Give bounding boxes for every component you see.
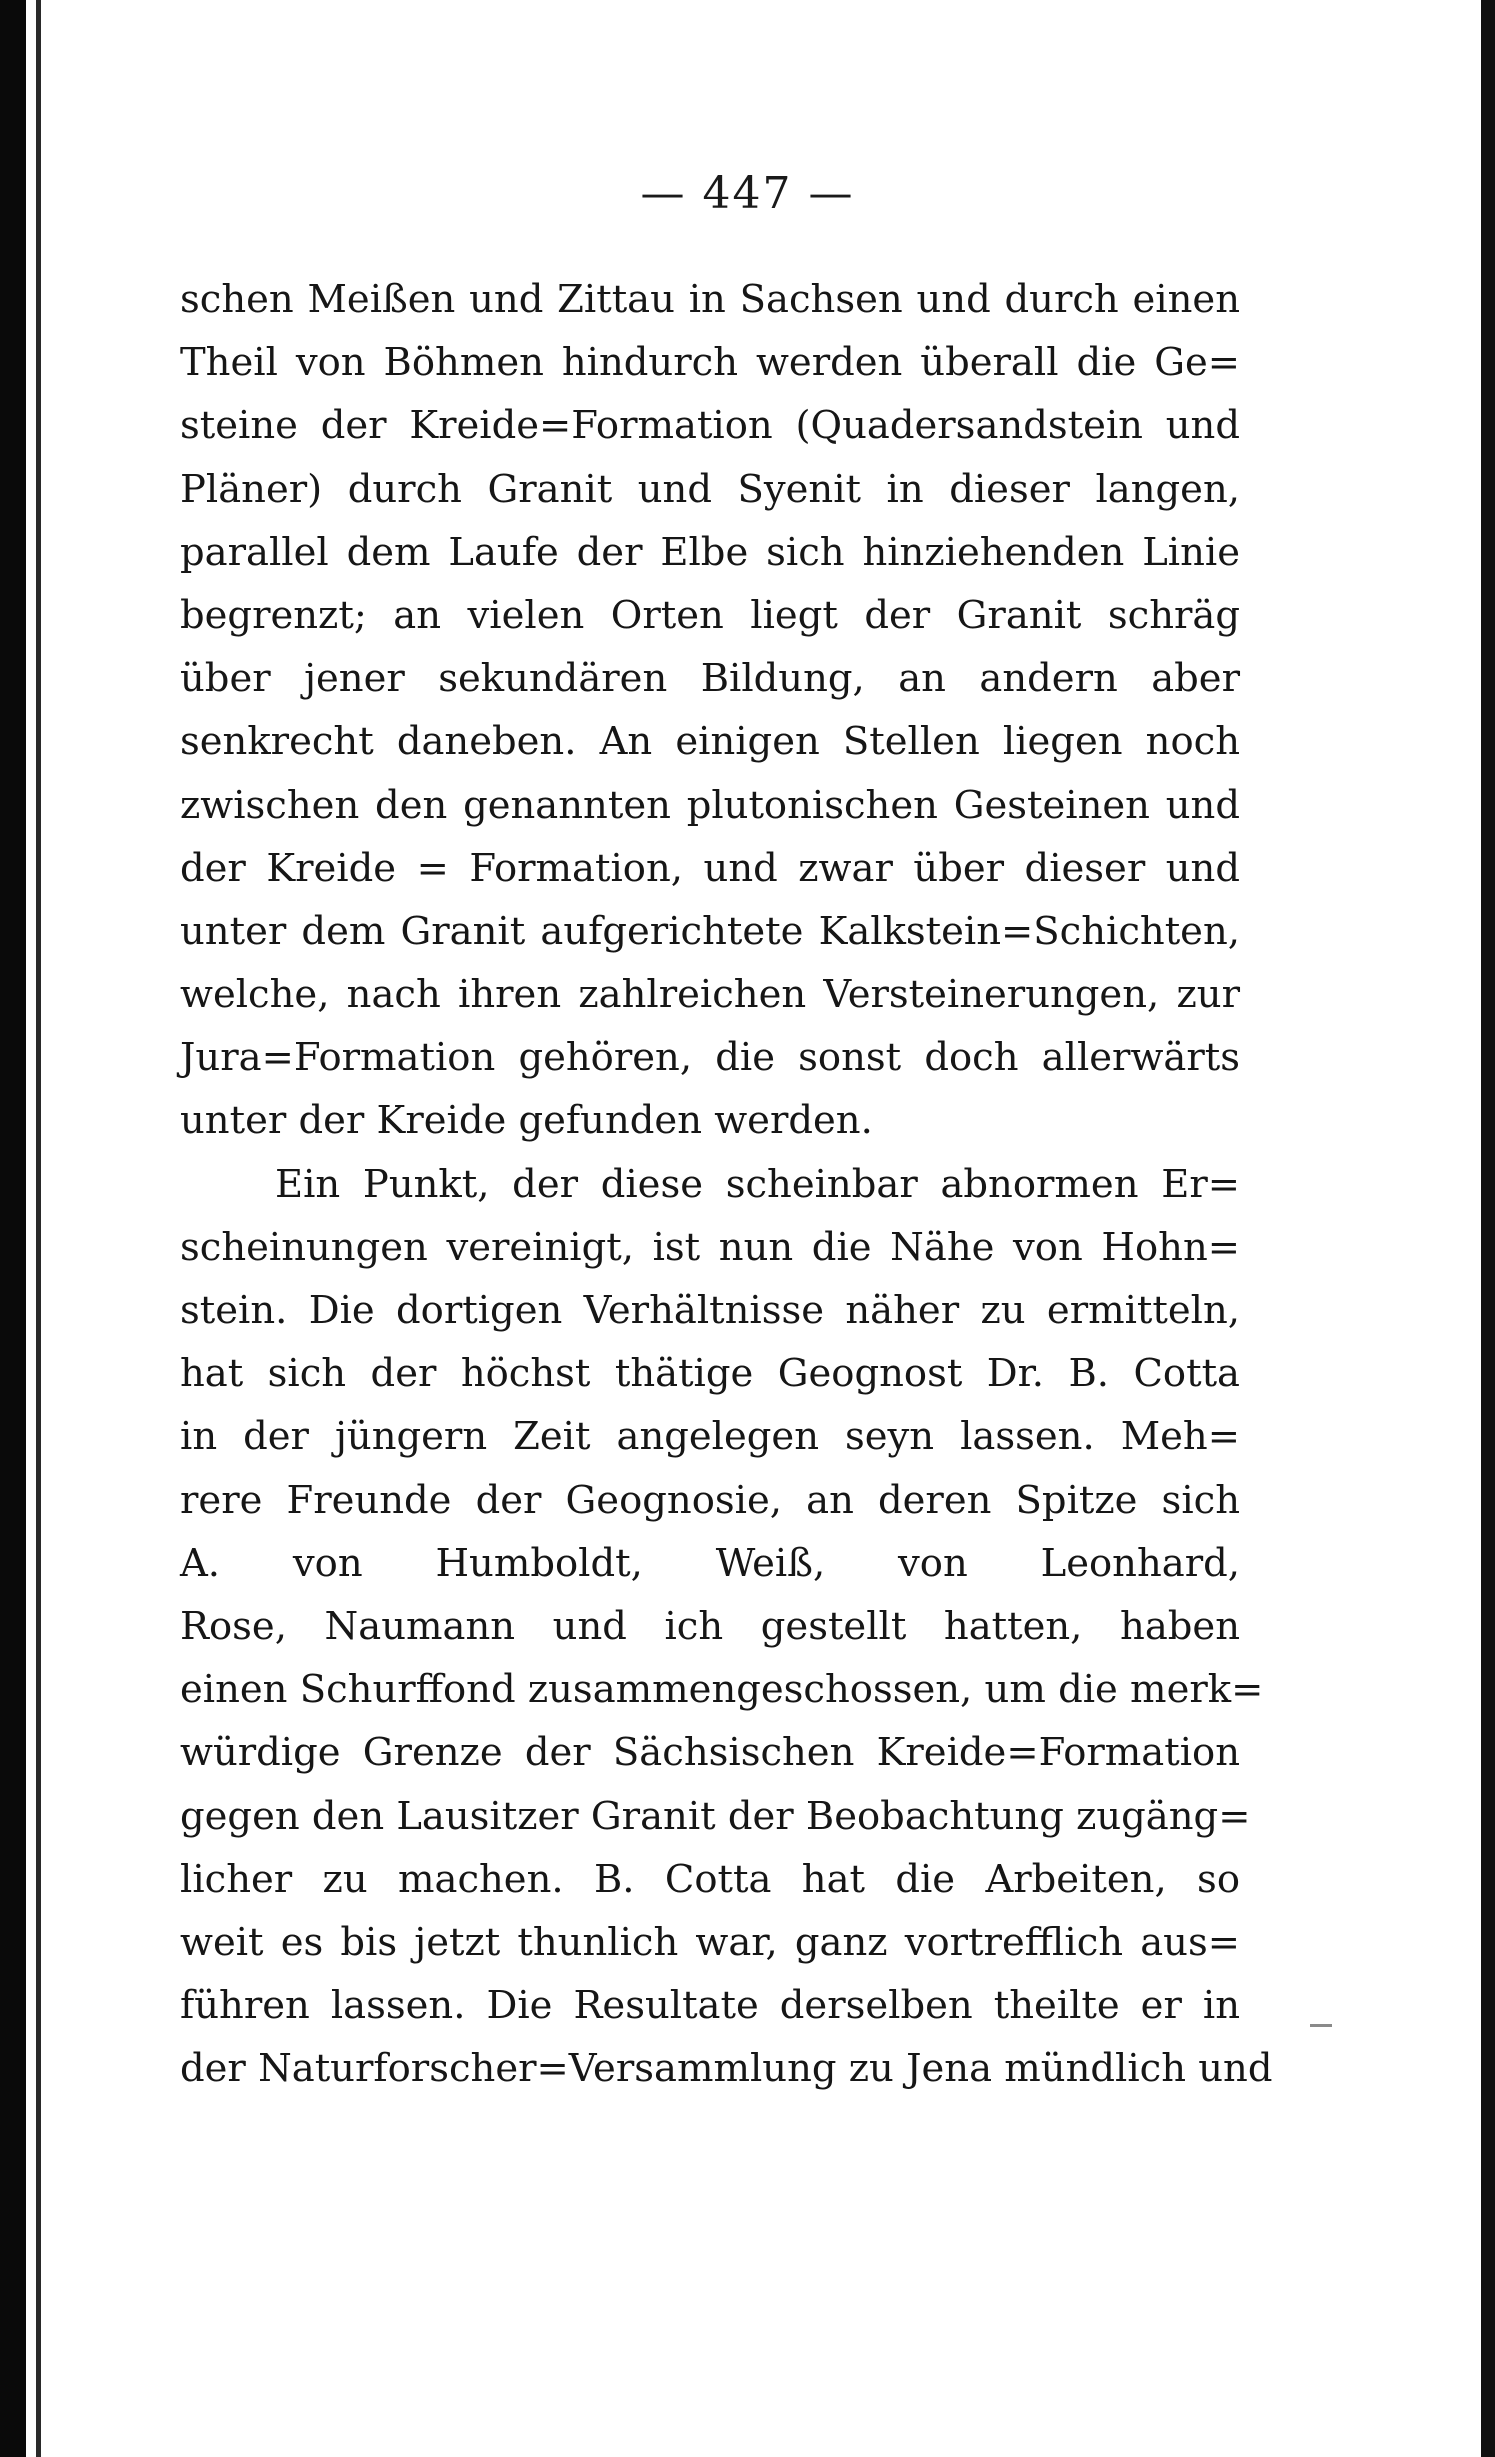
page-number-header: — 447 —	[640, 168, 855, 219]
text-line: rere Freunde der Geognosie, an deren Spitze sich	[180, 1477, 1240, 1523]
text-line: über jener sekundären Bildung, an andern aber	[180, 656, 1240, 702]
text-line: licher zu machen. B. Cotta hat die Arbeiten, so	[180, 1856, 1240, 1902]
text-line: scheinungen vereinigt, ist nun die Nähe von Hohn=	[180, 1224, 1240, 1270]
text-line: unter dem Granit aufgerichtete Kalkstein=Schichten,	[180, 908, 1240, 954]
text-line: Pläner) durch Granit und Syenit in dieser langen,	[180, 466, 1240, 512]
page-right-edge-shadow	[1481, 0, 1495, 2457]
text-line: Theil von Böhmen hindurch werden überall die Ge=	[180, 340, 1240, 386]
text-line: weit es bis jetzt thunlich war, ganz vortrefflich aus=	[180, 1919, 1240, 1965]
text-line: A. von Humboldt, Weiß, von Leonhard,	[180, 1540, 1240, 1586]
text-line: würdige Grenze der Sächsischen Kreide=Formation	[180, 1730, 1240, 1776]
text-line: begrenzt; an vielen Orten liegt der Granit schräg	[180, 592, 1240, 638]
text-line: stein. Die dortigen Verhältnisse näher zu ermitteln,	[180, 1288, 1240, 1333]
text-line: einen Schurffond zusammengeschossen, um die merk=	[180, 1667, 1264, 1713]
text-line: Jura=Formation gehören, die sonst doch allerwärts	[180, 1035, 1240, 1081]
text-line: parallel dem Laufe der Elbe sich hinziehenden Linie	[180, 529, 1240, 575]
text-line: hat sich der höchst thätige Geognost Dr. B. Cotta	[180, 1351, 1240, 1397]
text-line: gegen den Lausitzer Granit der Beobachtung zugäng=	[180, 1793, 1251, 1839]
text-line: der Naturforscher=Versammlung zu Jena mündlich und	[180, 2046, 1273, 2092]
text-line: der Kreide = Formation, und zwar über dieser und	[180, 845, 1240, 891]
text-line: Ein Punkt, der diese scheinbar abnormen Er=	[275, 1161, 1240, 1207]
text-line: in der jüngern Zeit angelegen seyn lassen. Meh=	[180, 1414, 1240, 1460]
text-line: zwischen den genannten plutonischen Gesteinen und	[180, 782, 1240, 828]
text-line: senkrecht daneben. An einigen Stellen liegen noch	[180, 719, 1240, 765]
text-line: führen lassen. Die Resultate derselben theilte er in	[180, 1983, 1240, 2029]
margin-mark	[1310, 2024, 1332, 2027]
text-line: welche, nach ihren zahlreichen Versteinerungen, zur	[180, 972, 1240, 1018]
page-left-edge-shadow	[0, 0, 26, 2457]
text-line: schen Meißen und Zittau in Sachsen und durch einen	[180, 277, 1240, 322]
binding-rule	[36, 0, 41, 2457]
body-text	[180, 268, 1273, 2100]
text-line: unter der Kreide gefunden werden.	[180, 1098, 873, 1144]
text-line: Rose, Naumann und ich gestellt hatten, haben	[180, 1603, 1240, 1649]
text-line: steine der Kreide=Formation (Quadersandstein und	[180, 403, 1240, 449]
